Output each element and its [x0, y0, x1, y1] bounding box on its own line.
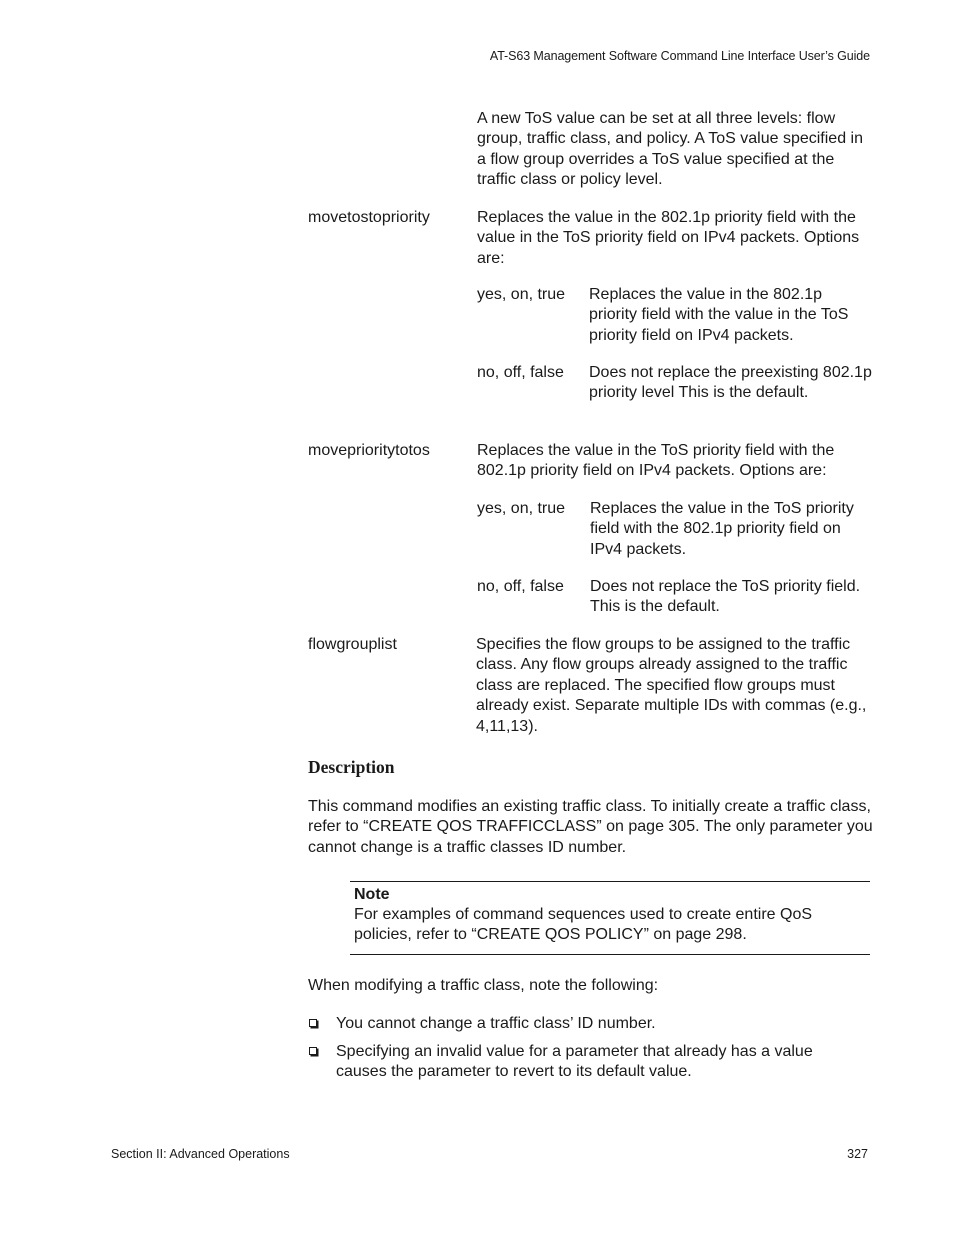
description-paragraph: This command modifies an existing traffic class. To initially create a traffic class, refer to “CREATE QOS TRAFFICCLASS” on page 305. The only parameter you cannot change is a traffic classes ID number. [308, 798, 873, 856]
section-heading-description: Description [308, 757, 395, 777]
option-value: no, off, false [477, 364, 564, 381]
note-bottom-rule [350, 954, 870, 955]
list-item: You cannot change a traffic class’ ID number. [336, 1015, 656, 1032]
note-text: For examples of command sequences used to create entire QoS policies, refer to “CREATE QOS POLICY” on page 298. [354, 906, 813, 944]
page-number: 327 [847, 1147, 868, 1161]
footer-section-label: Section II: Advanced Operations [111, 1147, 290, 1161]
option-description: Does not replace the preexisting 802.1p priority level This is the default. [589, 364, 872, 402]
checkbox-bullet-icon [309, 1019, 317, 1027]
option-value: yes, on, true [477, 500, 566, 517]
param-name-movetostopriority: movetostopriority [308, 209, 430, 226]
tos-levels-note: A new ToS value can be set at all three levels: flow group, traffic class, and policy. A ToS value specified in a flow group overrides a ToS value specified at the traffic class or policy level. [477, 110, 863, 189]
option-description: Does not replace the ToS priority field. This is the default. [590, 578, 861, 616]
param-desc-movetostopriority: Replaces the value in the 802.1p priority field with the value in the ToS priority field on IPv4 packets. Options are: [477, 209, 860, 267]
option-value: no, off, false [477, 578, 564, 595]
checkbox-bullet-icon [309, 1047, 317, 1055]
running-header: AT-S63 Management Software Command Line Interface User’s Guide [489, 49, 870, 63]
list-item: Specifying an invalid value for a parameter that already has a value causes the parameter to revert to its default value. [336, 1043, 813, 1081]
option-description: Replaces the value in the ToS priority field with the 802.1p priority field on IPv4 packets. [590, 500, 854, 558]
modify-intro: When modifying a traffic class, note the following: [308, 977, 659, 994]
param-name-moveprioritytotos: moveprioritytotos [308, 442, 430, 459]
option-value: yes, on, true [477, 286, 566, 303]
option-description: Replaces the value in the 802.1p priority field with the value in the ToS priority field on IPv4 packets. [589, 286, 849, 344]
param-name-flowgrouplist: flowgrouplist [308, 636, 397, 653]
param-desc-flowgrouplist: Specifies the flow groups to be assigned to the traffic class. Any flow groups already assigned to the traffic class are replaced. The specified flow groups must already exist. Separate multiple IDs with commas (e.g., 4,11,13). [476, 636, 867, 735]
note-top-rule [350, 881, 870, 882]
param-desc-moveprioritytotos: Replaces the value in the ToS priority field with the 802.1p priority field on IPv4 packets. Options are: [477, 442, 835, 480]
note-title: Note [354, 886, 390, 903]
